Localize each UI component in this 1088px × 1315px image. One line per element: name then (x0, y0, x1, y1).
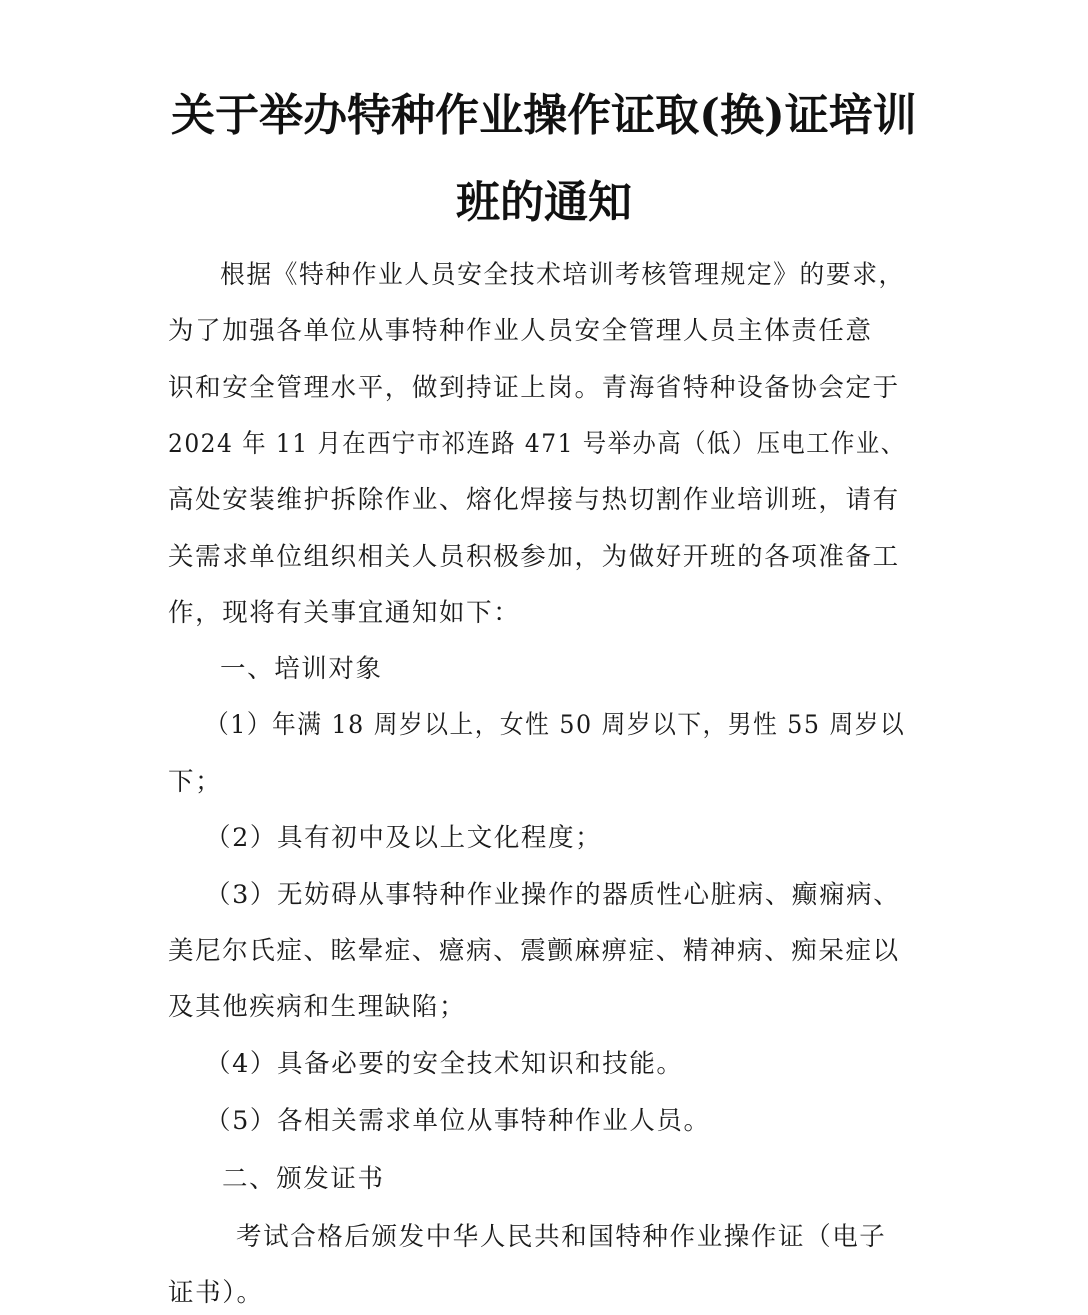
notice-title-line-2: 班的通知 (456, 177, 632, 228)
section-heading-1: 一、培训对象 (220, 654, 383, 684)
notice-title-line-1: 关于举办特种作业操作证取(换)证培训 (171, 90, 917, 141)
item-3-line-1: （3）无妨碍从事特种作业操作的器质性心脏病、癫痫病、 (205, 880, 901, 910)
body-line-5: 高处安装维护拆除作业、熔化焊接与热切割作业培训班，请有 (168, 485, 900, 515)
body-line-3: 识和安全管理水平，做到持证上岗。青海省特种设备协会定于 (168, 373, 900, 403)
certificate-line-2: 证书）。 (168, 1278, 264, 1308)
item-5: （5）各相关需求单位从事特种作业人员。 (205, 1106, 711, 1136)
item-2: （2）具有初中及以上文化程度； (205, 823, 603, 853)
body-line-6: 关需求单位组织相关人员积极参加，为做好开班的各项准备工 (168, 542, 900, 572)
item-1-line-2: 下； (168, 767, 223, 797)
certificate-line-1: 考试合格后颁发中华人民共和国特种作业操作证（电子 (236, 1222, 887, 1252)
item-4: （4）具备必要的安全技术知识和技能。 (205, 1049, 684, 1079)
item-3-line-3: 及其他疾病和生理缺陷； (168, 992, 467, 1022)
section-heading-2: 二、颁发证书 (222, 1164, 385, 1194)
body-line-7: 作，现将有关事宜通知如下： (168, 598, 521, 628)
body-line-2: 为了加强各单位从事特种作业人员安全管理人员主体责任意 (168, 316, 873, 346)
item-1-line-1: （1）年满 18 周岁以上，女性 50 周岁以下，男性 55 周岁以 (205, 710, 906, 740)
body-line-4: 2024 年 11 月在西宁市祁连路 471 号举办高（低）压电工作业、 (168, 429, 906, 459)
item-3-line-2: 美尼尔氏症、眩晕症、癔病、震颤麻痹症、精神病、痴呆症以 (168, 936, 900, 966)
body-line-1: 根据《特种作业人员安全技术培训考核管理规定》的要求， (220, 260, 905, 290)
